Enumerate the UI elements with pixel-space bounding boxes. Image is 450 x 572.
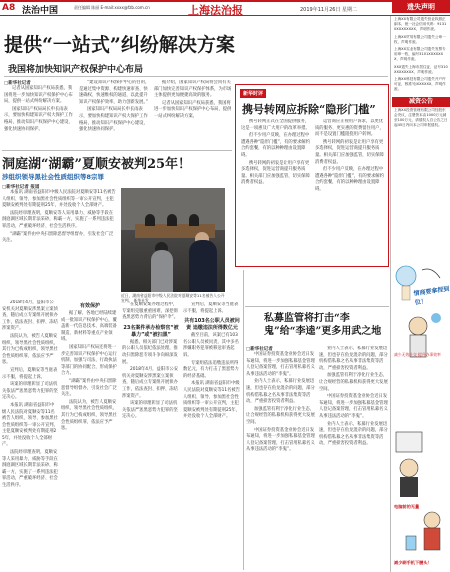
paragraph: 据介绍，国家知识产权局将会同有关部门加快完善知识产权保护体系，为市场主体提供更加便捷高效的服务。 (154, 80, 232, 99)
sidebar-notice: 上海XX科技有限公司遗失开户许可证，核准号JXXXXXX，声明作废。 (394, 77, 446, 92)
paragraph: 本报讯 湖南省益阳市中级人民法院对夏顺安等11名被告人组织、领导、参加黑社会性质组织等一审公开宣判，主犯夏顺安被判处有期徒刑25年，并处没收个人全部财产。 (2, 402, 58, 448)
story2-column-5 (183, 302, 241, 568)
paragraph: 业内人士表示，私募行业发展迅速，但也存在鱼龙混杂的问题，部分机构借私募之名从事非法集资等活动，严重损害投资者利益。 (319, 421, 388, 447)
story2-column-4 (122, 302, 180, 568)
commentary-box (235, 84, 389, 267)
courtroom-photo (121, 188, 225, 292)
paragraph: 宣判后，夏顺安等当庭表示不服，将提起上诉。 (183, 302, 239, 314)
photo-figure (189, 240, 217, 292)
paragraph: 2018年4月，益阳市公安机关对夏顺安涉黑案立案侦查，随后成立专案组开展侦办工作，依法查封、扣押、冻结涉案资产。 (122, 367, 179, 399)
commentary-column-1 (241, 119, 311, 263)
paragraph: 记者从国家知识产权局获悉，我国将进一步加快知识产权保护中心布局，提供一站式纠纷解决方案。 (154, 100, 232, 119)
paragraph: 宣判后，夏顺安等当庭表示不服，将提起上诉。 (2, 367, 58, 380)
paragraph: 国家知识产权局局长申长雨表示，要加快构建知识产权大保护工作格局，推动知识产权保护中心建设，强化快速协同保护。 (79, 107, 148, 133)
story1-column-1 (4, 80, 76, 148)
editor-info: 责任编辑 陈丽 E-mail:xxxx@fzb.com.cn (74, 5, 150, 10)
paragraph: 本报讯 湖南省益阳市中级人民法院对夏顺安等11名被告人组织、领导、参加黑社会性质组织等一审公开宣判，主犯夏顺安被判处有期徒刑25年，并处没收个人全部财产。 (2, 190, 116, 209)
paragraph: 据了解，各地已经陆续建成一批知识产权保护中心，覆盖新一代信息技术、高端装备制造、新材料等重点产业领域。 (61, 311, 117, 343)
paragraph: 截至目前，该案已有103名公职人员被问责，其中多名涉嫌职务犯罪被移送审查起诉。 (183, 333, 239, 358)
paragraph: 中国证券投资基金业协会近日发布通知，将进一步加强私募基金管理人登记备案管理，打击冒用私募名义从事违法活动的“李鬼”。 (246, 352, 315, 377)
paragraph: 携号转网正式在全国提供服务，这是一项惠及广大用户的改革举措。 (241, 119, 310, 131)
story2-column-3 (61, 300, 119, 568)
sidebar-notice: XXX遗失上海市居住证，证号310XXXXXXXX，声明作废。 (394, 64, 448, 74)
issue-date: 2019年11月26日 星期二 (300, 7, 358, 13)
sidebar (392, 16, 450, 572)
section-name: 法治中国 (22, 6, 59, 16)
photo-figure (167, 214, 177, 226)
story2-byline: □新华社记者 报道 (2, 185, 40, 190)
divider (4, 76, 388, 77)
paragraph: 但不少用户反映，在办理过程中遭遇各种“隐形门槛”，有的要求解约合约套餐，有的以种种理由设置障碍。 (315, 167, 384, 192)
cartoon-1-text: 减少无效社交 提升办事效率 (394, 352, 441, 357)
divider (245, 306, 389, 307)
column-rule (243, 270, 244, 570)
story2-subheadline: 涉组织领导黑社会性质组织等8宗罪 (2, 173, 105, 181)
cartoon-2 (392, 426, 450, 572)
paragraph: 该案的审理彰显了司法机关依法严惩黑恶势力犯罪的坚定决心。 (122, 401, 178, 420)
paragraph: 国家知识产权局局长申长雨表示，要加快构建知识产权大保护工作格局，推动知识产权保护中心建设，强化快速协同保护。 (4, 106, 73, 132)
story1-column-2 (79, 80, 151, 148)
photo-figure (145, 214, 155, 226)
paragraph: 专案组依法追缴违法所得数亿元，有力打击了黑恶势力的经济基础。 (183, 360, 239, 379)
section-subhead: 共有103名公职人员被问责 追缴违法所得数亿元 (184, 318, 240, 332)
paragraph: “湖霸”案件由中央扫黑除恶督导组督办，引发社会广泛关注。 (61, 378, 117, 398)
paragraph: 国家知识产权局还将进一步完善知识产权保护中心运行机制，加强与司法、行政执法等部门的协同配合，形成保护合力。 (61, 344, 117, 377)
paragraph: 本报讯 湖南省益阳市中级人民法院对夏顺安等11名被告人组织、领导、参加黑社会性质组织等一审公开宣判，主犯夏顺安被判处有期徒刑25年，并处没收个人全部财产。 (183, 381, 241, 420)
sidebar-notice: 上海XX实业有限公司遗失发票专用章一枚，编号3101XXXXXXX，声明作废。 (394, 47, 446, 62)
sidebar-notice: 上海XX有限公司遗失营业执照正副本，统一社会信用代码：91310XXXXXXXX，声明作废。 (394, 17, 447, 32)
commentary-column-2 (315, 119, 385, 263)
paragraph: 据悉，相关部门已对涉案的公职人员依纪依法处理，推动扫黑除恶专项斗争向纵深发展。 (122, 339, 178, 365)
cartoon-1-caption: 情商要拿捏到位！ (413, 285, 450, 307)
paragraph: 2018年4月，益阳市公安机关对夏顺安涉黑案立案侦查，随后成立专案组开展侦办工作，依法查封、扣押、冻结涉案资产。 (2, 300, 58, 332)
story3-column-2 (319, 346, 389, 568)
paragraph: 加强监管有利于净化行业生态，让合规经营的私募机构获得更大发展空间。 (319, 373, 388, 392)
paragraph: 中国证券投资基金业协会近日发布通知，将进一步加强私募基金管理人登记备案管理，打击冒用私募名义从事违法活动的“李鬼”。 (246, 427, 315, 453)
paragraph: “建设知识产权保护中心的目的，是通过集中资源、构建快速审查、快速确权、快速维权的通道，以此提升知识产权保护效率，助力创新发展。” (79, 80, 150, 105)
sidebar-notice-title: 减资公告 (392, 97, 450, 107)
column-rule (390, 16, 391, 572)
photo-caption: 近日，湖南省益阳市中级人民法院对夏顺安等11名被告人公开宣判。 新华社发 (121, 293, 225, 303)
masthead (0, 2, 450, 16)
paragraph: 该案的审理彰显了司法机关依法严惩黑恶势力犯罪的坚定决心。 (2, 382, 58, 401)
paragraph: 业内人士表示，私募行业发展迅速，但也存在鱼龙混杂的问题，部分机构借私募之名从事非法集资等活动，严重损害投资者利益。 (319, 346, 388, 371)
paper-logo: 上海法治报 (188, 4, 243, 17)
paragraph: 但不少用户反映，在办理过程中遭遇各种“隐形门槛”，有的要求解约合约套餐，有的以种种理由设置障碍。 (241, 133, 310, 158)
cartoon-drawing (392, 256, 450, 366)
paragraph: 在夏顺安案办理过程中，专案组克服重重困难，深挖彻查黑恶势力背后的“保护伞”。 (122, 302, 179, 321)
cartoon-1 (392, 256, 450, 366)
section-subhead: 有效保护 (79, 303, 100, 309)
sidebar-notice: 上海XX贸易有限公司遗失公章一枚，声明作废。 (394, 34, 446, 44)
main-headline: 提供“一站式”纠纷解决方案 (4, 34, 235, 56)
section-subhead: 23名案件承办检察官“被暴力”或“被扫黑” (123, 324, 179, 338)
paragraph: 记者从国家知识产权局获悉，我国将进一步加快知识产权保护中心布局，提供一站式纠纷解决方案。 (4, 86, 73, 105)
story1-byline: □新华社记者 (4, 81, 31, 86)
paragraph: 携号转网的初衷是让用户享有更多选择权，促进运营商提升服务质量。相关部门应加强监管，切实保障消费者权益。 (241, 160, 310, 186)
paragraph: 运营商应正视用户诉求，以更优质的服务、更实惠的资费留住用户，而不是设置门槛阻挠用户转网。 (315, 119, 384, 138)
paragraph: 业内人士表示，私募行业发展迅速，但也存在鱼龙混杂的问题，部分机构借私募之名从事非法集资等活动，严重损害投资者利益。 (246, 379, 315, 405)
sidebar-header: 遗失声明 (392, 2, 450, 13)
paragraph: 法院经审理查明，夏顺安等人采用暴力、威胁等手段在洞庭湖区域长期非法采砂，称霸一方，实施了一系列违法犯罪活动，严重破坏经济、社会生活秩序。 (2, 210, 114, 229)
paragraph: 法院认为，被告人夏顺安组织、领导黑社会性质组织，其行为已构成组织、领导黑社会性质组织罪，依法应予严惩。 (2, 333, 58, 366)
story2-headline: 洞庭湖“湖霸”夏顺安被判25年！ (2, 157, 192, 172)
sidebar-notice: 上海XX投资管理有限公司经股东会决议，注册资本由1000万元减至100万元，请债权人自公告之日起45日内向本公司申报债权。 (394, 107, 448, 128)
story3-byline: □新华社记者 (246, 347, 273, 352)
story2-column-2 (2, 300, 58, 568)
paragraph: 携号转网的初衷是让用户享有更多选择权，促进运营商提升服务质量。相关部门应加强监管，切实保障消费者权益。 (315, 139, 384, 165)
paragraph: 加强监管有利于净化行业生态，让合规经营的私募机构获得更大发展空间。 (246, 406, 315, 425)
paragraph: 法院经审理查明，夏顺安等人采用暴力、威胁等手段在洞庭湖区域长期非法采砂，称霸一方，实施了一系列违法犯罪活动，严重破坏经济、社会生活秩序。 (2, 450, 58, 489)
cartoon-2-caption: 电脑前的无量 (394, 504, 420, 509)
story3-headline: 私募监管将打击“李鬼”给“李逵”更多用武之地 (264, 313, 382, 337)
cartoon-drawing (392, 426, 450, 572)
cartoon-2-bottom: 减少刷手机下腰头！ (394, 560, 432, 565)
photo-figure (151, 250, 173, 292)
page-number: A8 (2, 3, 16, 13)
paragraph: 中国证券投资基金业协会近日发布通知，将进一步加强私募基金管理人登记备案管理，打击冒用私募名义从事违法活动的“李鬼”。 (319, 394, 388, 419)
main-subheadline: 我国将加快知识产权保护中心布局 (8, 65, 144, 75)
commentary-headline: 携号转网应拆除“隐形门槛” (242, 103, 376, 116)
paragraph: “湖霸”案件由中央扫黑除恶督导组督办，引发社会广泛关注。 (2, 231, 114, 244)
story3-column-1 (246, 346, 316, 568)
commentary-tag: 新华时评 (240, 89, 266, 98)
photo-figure (189, 214, 199, 226)
story1-column-3 (154, 80, 232, 148)
divider (2, 150, 232, 151)
paragraph: 法院认为，被告人夏顺安组织、领导黑社会性质组织，其行为已构成组织、领导黑社会性质组织罪，依法应予严惩。 (61, 399, 117, 432)
story2-column-1 (2, 184, 116, 296)
